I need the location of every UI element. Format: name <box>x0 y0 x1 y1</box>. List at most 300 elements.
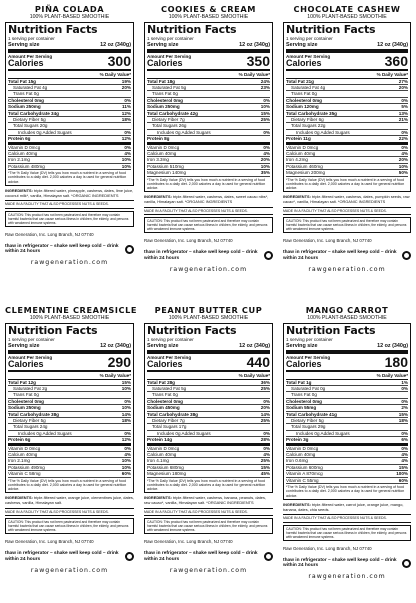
ingredients-label: INGREDIENTS: <box>283 501 311 507</box>
medium-divider <box>147 370 270 372</box>
nutrient-daily-value: 0% <box>263 129 270 135</box>
nutrient-daily-value: 11% <box>122 104 131 110</box>
nutrient-daily-value: 45% <box>260 471 270 477</box>
nutrient-daily-value: 0% <box>124 445 131 451</box>
nutrient-daily-value: 13% <box>398 110 408 116</box>
nutrient-label: Includes 0g Added Sugars <box>157 430 211 436</box>
nutrient-daily-value: 24% <box>260 78 270 84</box>
nutrient-daily-value: 20% <box>398 157 408 163</box>
nutrient-daily-value: 0% <box>401 129 408 135</box>
nutrient-daily-value: 0% <box>401 386 408 391</box>
daily-value-footnote: *The % Daily Value (DV) tells you how much a nutrient in a serving of food contributes to a daily diet. 2,000 calories a day is used for general nutrition advice. <box>147 177 266 191</box>
nutrient-row <box>147 136 270 144</box>
nutrient-label: Dietary Fiber 5g <box>13 418 46 424</box>
amount-per-serving-label: Amount Per Serving <box>286 54 331 59</box>
storage-instructions <box>283 558 411 570</box>
serving-size-value: 12 oz (340g) <box>239 342 270 349</box>
nutrient-label: Protein 6g <box>8 136 31 142</box>
nutrient-daily-value: 4% <box>401 151 408 157</box>
nutrient-daily-value: 5% <box>401 104 408 110</box>
serving-size-label: Serving size <box>147 41 179 48</box>
servings-per-container: 1 serving per container <box>147 337 194 342</box>
website-url: rawgeneration.com <box>169 265 248 273</box>
calories-value: 180 <box>384 354 408 370</box>
nutrition-facts-box <box>5 323 134 493</box>
product-label-panel <box>0 0 139 301</box>
nutrient-daily-value: 14% <box>260 411 270 417</box>
product-title: CHOCOLATE CASHEW <box>293 4 401 14</box>
calories-label: Calories <box>147 58 183 68</box>
nutrient-label: Potassium 600mg <box>286 464 323 470</box>
recycle-icon <box>125 245 134 254</box>
nutrient-label: Magnesium 140mg <box>147 170 187 176</box>
calories-row <box>8 54 131 68</box>
nutrient-daily-value: 0% <box>124 129 131 135</box>
nutrient-daily-value: 0% <box>401 445 408 451</box>
nutrition-facts-heading: Nutrition Facts <box>286 23 376 36</box>
nutrient-label: Vitamin D 0mcg <box>286 144 319 150</box>
daily-value-footnote: *The % Daily Value (DV) tells you how much a nutrient in a serving of food contributes to a daily diet. 2,000 calories a day is used for general nutrition advice. <box>147 478 266 492</box>
medium-divider <box>8 370 131 372</box>
medium-divider <box>286 370 408 372</box>
nutrient-daily-value: 10% <box>121 458 131 464</box>
nutrient-daily-value: 10% <box>121 163 131 169</box>
nutrient-daily-value: 15% <box>121 379 131 385</box>
nutrient-label: Potassium 490mg <box>8 464 45 470</box>
nutrient-daily-value: 4% <box>401 458 408 464</box>
calories-label: Calories <box>8 58 44 68</box>
nutrient-daily-value: 25% <box>260 117 270 123</box>
caution-box: CAUTION: This product has not been pasteurized and therefore may contain harmful bacteria that can cause serious illness in children, the elderly, and persons with weakened immune systems. <box>5 518 134 534</box>
nutrient-label: Calcium 40mg <box>147 452 177 458</box>
nutrient-row <box>8 164 131 170</box>
nutrient-daily-value: 4% <box>263 452 270 458</box>
nutrient-label: Vitamin D 0mcg <box>147 445 180 451</box>
website-url: rawgeneration.com <box>169 566 248 574</box>
nutrient-daily-value: 0% <box>124 398 131 404</box>
nutrient-label: Total Fat 1g <box>286 379 312 385</box>
nutrition-facts-heading: Nutrition Facts <box>286 324 376 337</box>
nutrition-facts-heading: Nutrition Facts <box>8 324 98 337</box>
product-subtitle: 100% PLANT-BASED SMOOTHIE <box>307 315 387 321</box>
ingredients-text: triple-filtered water, cashews, dates, sweet cacao nibs*, vanilla, Himalayan salt. *ORGANIC INGREDIENTS <box>144 194 269 205</box>
nutrient-label: Vitamin C 58mg <box>8 471 41 477</box>
ingredients-text: triple-filtered water, carrot juice, orange juice, mango, banana, dates, chia seeds. <box>283 501 404 512</box>
servings-per-container: 1 serving per container <box>286 337 333 342</box>
nutrient-label: Total Sugars 26g <box>152 123 187 129</box>
product-subtitle: 100% PLANT-BASED SMOOTHIE <box>307 14 387 20</box>
nutrient-daily-value: 4% <box>124 151 131 157</box>
nutrient-label: Cholesterol 0mg <box>8 398 44 404</box>
nutrient-daily-value: 6% <box>401 437 408 443</box>
daily-value-header: % Daily Value* <box>147 373 270 380</box>
nutrient-daily-value: 12% <box>121 437 131 443</box>
nutrient-daily-value: 10% <box>121 464 131 470</box>
product-subtitle: 100% PLANT-BASED SMOOTHIE <box>168 14 249 20</box>
ingredients-label: INGREDIENTS: <box>144 495 172 501</box>
recycle-icon <box>264 251 273 260</box>
nutrient-label: Saturated Fat 0g <box>291 386 326 391</box>
nutrient-label: Cholesterol 0mg <box>8 97 44 103</box>
ingredients <box>144 195 273 205</box>
allergen-statement: MADE IN A FACILITY THAT ALSO PROCESSES NUTS & SEEDS. <box>144 508 273 516</box>
servings-per-container: 1 serving per container <box>8 337 55 342</box>
nutrient-label: Trans Fat 0g <box>13 392 39 398</box>
nutrient-row <box>8 437 131 445</box>
daily-value-header: % Daily Value* <box>286 373 408 380</box>
amount-per-serving-label: Amount Per Serving <box>8 54 53 59</box>
nutrient-daily-value: 22% <box>398 136 408 142</box>
nutrient-row <box>147 471 270 477</box>
nutrition-facts-heading: Nutrition Facts <box>147 324 237 337</box>
nutrient-daily-value: 20% <box>260 157 270 163</box>
nutrient-label: Vitamin D 0mcg <box>147 144 180 150</box>
nutrient-row <box>147 170 270 176</box>
recycle-icon <box>402 559 411 568</box>
nutrient-label: Saturated Fat 4g <box>291 85 326 90</box>
nutrient-label: Protein 11g <box>286 136 311 142</box>
nutrient-label: Iron 2.1mg <box>8 157 30 163</box>
nutrient-daily-value: 25% <box>260 386 270 391</box>
storage-instructions <box>5 244 134 256</box>
nutrient-label: Total Carbohydrate 35g <box>286 110 337 116</box>
nutrition-facts-box <box>5 22 134 186</box>
nutrient-daily-value: 2% <box>401 405 408 411</box>
nutrient-daily-value: 14% <box>121 411 131 417</box>
nutrient-daily-value: 4% <box>401 452 408 458</box>
allergen-statement: MADE IN A FACILITY THAT ALSO PROCESSES NUTS & SEEDS. <box>144 207 273 215</box>
nutrient-label: Cholesterol 0mg <box>147 398 183 404</box>
nutrient-daily-value: 18% <box>121 418 131 424</box>
manufacturer-address: Raw Generation, Inc. Long Branch, NJ 07740 <box>144 238 233 244</box>
amount-per-serving-label: Amount Per Serving <box>147 54 192 59</box>
calories-value: 290 <box>107 354 131 370</box>
serving-size-value: 12 oz (340g) <box>377 342 408 349</box>
nutrient-daily-value: 20% <box>121 85 131 90</box>
nutrient-rows <box>147 380 270 478</box>
nutrient-label: Trans Fat 0g <box>291 91 317 97</box>
nutrient-label: Protein 14g <box>147 437 173 443</box>
nutrient-daily-value: 0% <box>124 430 131 436</box>
daily-value-footnote: *The % Daily Value (DV) tells you how much a nutrient in a serving of food contributes to a daily diet. 2,000 calories a day is used for general nutrition advice. <box>8 171 127 184</box>
calories-label: Calories <box>8 359 44 369</box>
nutrient-label: Protein 8g <box>147 136 170 142</box>
nutrient-daily-value: 21% <box>398 117 408 123</box>
serving-size-row <box>147 343 270 349</box>
nutrient-label: Total Fat 28g <box>147 379 175 385</box>
product-label-panel <box>278 301 416 603</box>
nutrition-facts-heading: Nutrition Facts <box>8 23 98 36</box>
nutrient-daily-value: 10% <box>121 157 131 163</box>
product-subtitle: 100% PLANT-BASED SMOOTHIE <box>168 315 249 321</box>
nutrient-label: Cholesterol 0mg <box>286 97 322 103</box>
nutrient-daily-value: 10% <box>260 104 270 110</box>
nutrient-label: Sodium 250mg <box>147 104 180 110</box>
nutrient-label: Dietary Fiber 6g <box>291 117 324 123</box>
ingredients <box>283 503 411 513</box>
daily-value-footnote: *The % Daily Value (DV) tells you how much a nutrient in a serving of food contributes to a daily diet. 2,000 calories a day is used for general nutrition advice. <box>286 485 405 498</box>
storage-text: thaw in refrigerator – shake well keep cold – drink within 24 hours <box>144 551 258 562</box>
nutrient-daily-value: 0% <box>124 97 131 103</box>
nutrient-label: Includes 0g Added Sugars <box>18 129 72 135</box>
nutrient-label: Total Sugars 20g <box>13 123 48 129</box>
nutrient-daily-value: 36% <box>260 379 270 385</box>
nutrient-daily-value: 20% <box>260 405 270 411</box>
nutrient-label: Total Fat 18g <box>147 78 175 84</box>
nutrient-label: Total Sugars 22g <box>291 123 326 129</box>
nutrient-label: Trans Fat 0g <box>152 91 178 97</box>
nutrient-daily-value: 10% <box>121 405 131 411</box>
nutrient-label: Total Fat 21g <box>286 78 314 84</box>
product-title: PEANUT BUTTER CUP <box>154 305 263 315</box>
nutrient-daily-value: 15% <box>260 464 270 470</box>
nutrient-label: Magnesium 200mg <box>286 170 326 176</box>
daily-value-header: % Daily Value* <box>8 373 131 380</box>
nutrient-label: Trans Fat 0g <box>152 392 178 398</box>
website-url: rawgeneration.com <box>30 259 109 267</box>
nutrient-label: Dietary Fiber 7g <box>152 117 185 123</box>
nutrient-label: Protein 6g <box>8 437 31 443</box>
caution-box: CAUTION: This product has not been pasteurized and therefore may contain harmful bacteria that can cause serious illness in children, the elderly, and persons with weakened immune systems. <box>283 217 411 233</box>
amount-per-serving-label: Amount Per Serving <box>286 355 331 360</box>
serving-size-row <box>286 343 408 349</box>
website-url: rawgeneration.com <box>308 573 386 581</box>
nutrient-label: Total Fat 15g <box>8 78 36 84</box>
serving-size-row <box>8 42 131 48</box>
daily-value-footnote: *The % Daily Value (DV) tells you how much a nutrient in a serving of food contributes to a daily diet. 2,000 calories a day is used for general nutrition advice. <box>286 177 405 191</box>
serving-size-value: 12 oz (340g) <box>100 41 131 48</box>
calories-row <box>286 54 408 68</box>
serving-size-value: 12 oz (340g) <box>100 342 131 349</box>
nutrient-label: Potassium 480mg <box>8 163 45 169</box>
caution-box: CAUTION: This product has not been pasteurized and therefore may contain harmful bacteria that can cause serious illness in children, the elderly, and persons with weakened immune systems. <box>283 525 411 541</box>
storage-text: thaw in refrigerator – shake well keep cold – drink within 24 hours <box>5 243 119 255</box>
nutrient-label: Magnesium 180mg <box>147 471 187 477</box>
serving-size-row <box>8 343 131 349</box>
nutrient-label: Trans Fat 0g <box>291 392 317 398</box>
recycle-icon <box>264 552 273 561</box>
nutrient-label: Saturated Fat 5g <box>152 386 187 391</box>
nutrient-label: Iron 3.3mg <box>147 157 169 163</box>
ingredients-label: INGREDIENTS: <box>5 187 33 193</box>
nutrient-label: Potassium 510mg <box>147 163 184 169</box>
product-title: PIÑA COLADA <box>34 4 105 14</box>
calories-label: Calories <box>147 359 183 369</box>
serving-size-row <box>286 42 408 48</box>
medium-divider <box>8 69 131 71</box>
nutrient-label: Vitamin D 0mcg <box>8 144 41 150</box>
nutrient-label: Total Sugars 17g <box>152 424 187 430</box>
nutrient-daily-value: 0% <box>263 97 270 103</box>
calories-row <box>147 54 270 68</box>
nutrient-label: Protein 3g <box>286 437 309 443</box>
nutrient-daily-value: 0% <box>124 144 131 150</box>
ingredients-label: INGREDIENTS: <box>283 194 311 200</box>
nutrient-row <box>286 437 408 445</box>
nutrient-daily-value: 0% <box>401 97 408 103</box>
ingredients-text: triple-filtered water, pineapple, cashews, dates, lime juice, coconut milk*, vanilla, Himalayan salt. *ORGANIC INGREDIENTS <box>5 187 134 198</box>
nutrient-label: Total Carbohydrate 42g <box>147 110 198 116</box>
nutrient-label: Trans Fat 0g <box>13 91 39 97</box>
calories-value: 360 <box>384 53 408 69</box>
nutrient-daily-value: 100% <box>396 471 408 477</box>
nutrient-label: Vitamin C 55mg <box>286 477 319 483</box>
nutrient-daily-value: 10% <box>398 163 408 169</box>
medium-divider <box>147 69 270 71</box>
nutrient-row <box>286 136 408 144</box>
nutrient-daily-value: 28% <box>260 437 270 443</box>
ingredients-label: INGREDIENTS: <box>5 495 33 501</box>
nutrient-label: Total Sugars 24g <box>13 424 48 430</box>
nutrient-label: Saturated Fat 5g <box>152 85 187 90</box>
allergen-statement: MADE IN A FACILITY THAT ALSO PROCESSES NUTS & SEEDS. <box>5 508 134 516</box>
calories-row <box>8 355 131 369</box>
ingredients <box>283 195 411 205</box>
nutrient-label: Sodium 55mg <box>286 405 317 411</box>
ingredients <box>144 496 273 506</box>
nutrient-label: Vitamin D 0mcg <box>286 445 319 451</box>
nutrient-daily-value: 10% <box>260 163 270 169</box>
storage-instructions <box>283 250 411 262</box>
daily-value-header: % Daily Value* <box>8 72 131 79</box>
calories-value: 300 <box>107 53 131 69</box>
manufacturer-address: Raw Generation, Inc. Long Branch, NJ 07740 <box>144 539 233 545</box>
manufacturer-address: Raw Generation, Inc. Long Branch, NJ 07740 <box>5 539 94 545</box>
nutrient-daily-value: 0% <box>401 430 408 436</box>
amount-per-serving-label: Amount Per Serving <box>8 355 53 360</box>
manufacturer-address: Raw Generation, Inc. Long Branch, NJ 07740 <box>5 231 94 237</box>
nutrient-daily-value: 12% <box>121 110 131 116</box>
calories-value: 440 <box>246 354 270 370</box>
product-subtitle: 100% PLANT-BASED SMOOTHIE <box>29 315 110 321</box>
caution-box: CAUTION: This product has not been pasteurized and therefore may contain harmful bacteria that can cause serious illness in children, the elderly, and persons with weakened immune systems. <box>5 211 134 227</box>
nutrient-daily-value: 60% <box>398 477 408 483</box>
nutrient-daily-value: 27% <box>398 78 408 84</box>
nutrient-label: Total Carbohydrate 38g <box>147 411 198 417</box>
nutrition-facts-box <box>144 22 273 192</box>
nutrient-label: Saturated Fat 2g <box>13 386 48 391</box>
nutrient-daily-value: 10% <box>121 386 131 391</box>
storage-text: thaw in refrigerator – shake well keep cold – drink within 24 hours <box>283 250 397 261</box>
nutrient-label: Iron 4.1mg <box>147 458 169 464</box>
nutrient-label: Vitamin D 0mcg <box>8 445 41 451</box>
nutrient-rows <box>286 79 408 177</box>
nutrient-label: Iron 0.6mg <box>286 458 308 464</box>
nutrient-label: Includes 0g Added Sugars <box>296 430 350 436</box>
serving-size-value: 12 oz (340g) <box>377 41 408 48</box>
nutrient-daily-value: 0% <box>263 398 270 404</box>
nutrient-rows <box>286 380 408 485</box>
nutrient-daily-value: 4% <box>124 452 131 458</box>
nutrient-label: Includes 0g Added Sugars <box>18 430 72 436</box>
servings-per-container: 1 serving per container <box>147 36 194 41</box>
nutrient-daily-value: 35% <box>260 170 270 176</box>
product-title: COOKIES & CREAM <box>160 4 257 14</box>
ingredients-label: INGREDIENTS: <box>144 194 172 200</box>
nutrient-label: Includes 0g Added Sugars <box>296 129 350 135</box>
nutrient-label: Calcium 40mg <box>147 151 177 157</box>
calories-row <box>286 355 408 369</box>
nutrient-label: Dietary Fiber 7g <box>152 418 185 424</box>
storage-instructions <box>144 551 273 563</box>
manufacturer-address: Raw Generation, Inc. Long Branch, NJ 07740 <box>283 545 372 551</box>
product-label-panel <box>278 0 416 301</box>
calories-label: Calories <box>286 58 322 68</box>
storage-text: thaw in refrigerator – shake well keep cold – drink within 24 hours <box>5 551 119 562</box>
nutrient-rows <box>8 79 131 171</box>
daily-value-footnote: *The % Daily Value (DV) tells you how much a nutrient in a serving of food contributes to a daily diet. 2,000 calories a day is used for general nutrition advice. <box>8 478 127 492</box>
nutrient-daily-value: 4% <box>263 151 270 157</box>
serving-size-label: Serving size <box>286 342 318 349</box>
recycle-icon <box>125 552 134 561</box>
nutrition-facts-box <box>283 323 411 500</box>
storage-text: thaw in refrigerator – shake well keep cold – drink within 24 hours <box>144 250 258 261</box>
nutrient-daily-value: 15% <box>398 464 408 470</box>
nutrient-row <box>8 136 131 144</box>
nutrient-label: Calcium 40mg <box>8 151 38 157</box>
nutrient-daily-value: 1% <box>401 379 408 385</box>
allergen-statement: MADE IN A FACILITY THAT ALSO PROCESSES NUTS & SEEDS. <box>283 514 411 522</box>
serving-size-row <box>147 42 270 48</box>
nutrient-label: Saturated Fat 4g <box>13 85 48 90</box>
serving-size-label: Serving size <box>8 342 40 349</box>
nutrient-daily-value: 12% <box>121 136 131 142</box>
nutrition-facts-box <box>144 323 273 493</box>
storage-instructions <box>144 250 273 262</box>
nutrient-daily-value: 20% <box>398 85 408 90</box>
nutrient-daily-value: 18% <box>398 418 408 424</box>
calories-value: 350 <box>246 53 270 69</box>
servings-per-container: 1 serving per container <box>8 36 55 41</box>
nutrient-label: Sodium 120mg <box>286 104 319 110</box>
nutrient-daily-value: 60% <box>121 471 131 477</box>
website-url: rawgeneration.com <box>308 265 386 273</box>
nutrient-daily-value: 0% <box>263 445 270 451</box>
caution-box: CAUTION: This product has not been pasteurized and therefore may contain harmful bacteria that can cause serious illness in children, the elderly, and persons with weakened immune systems. <box>144 217 273 233</box>
nutrient-label: Calcium 40mg <box>286 151 316 157</box>
nutrient-daily-value: 0% <box>263 430 270 436</box>
calories-row <box>147 355 270 369</box>
nutrient-label: Iron 4.2mg <box>286 157 308 163</box>
nutrient-label: Iron 2.1mg <box>8 458 30 464</box>
nutrient-label: Cholesterol 0mg <box>286 398 322 404</box>
product-subtitle: 100% PLANT-BASED SMOOTHIE <box>29 14 110 20</box>
medium-divider <box>286 69 408 71</box>
nutrient-label: Calcium 40mg <box>286 452 316 458</box>
nutrient-label: Sodium 450mg <box>147 405 180 411</box>
serving-size-label: Serving size <box>286 41 318 48</box>
nutrient-rows <box>8 380 131 478</box>
nutrient-row <box>286 478 408 484</box>
nutrient-daily-value: 19% <box>121 78 131 84</box>
nutrient-label: Dietary Fiber 5g <box>291 418 324 424</box>
allergen-statement: MADE IN A FACILITY THAT ALSO PROCESSES NUTS & SEEDS. <box>5 200 134 208</box>
daily-value-header: % Daily Value* <box>286 72 408 79</box>
product-title: MANGO CARROT <box>305 305 389 315</box>
product-label-panel <box>0 301 139 603</box>
nutrient-label: Vitamin A 870mcg <box>286 471 323 477</box>
nutrient-label: Includes 0g Added Sugars <box>157 129 211 135</box>
ingredients-text: triple-filtered water, orange juice, clementines juice, dates, cashews, vanilla, Himalayan salt. <box>5 495 134 506</box>
nutrient-label: Sodium 250mg <box>8 405 41 411</box>
nutrient-row <box>147 437 270 445</box>
nutrient-label: Cholesterol 0mg <box>147 97 183 103</box>
nutrient-daily-value: 25% <box>260 418 270 424</box>
nutrient-daily-value: 0% <box>401 144 408 150</box>
ingredients <box>5 189 134 199</box>
ingredients-text: triple-filtered water, cashews, dates, pumpkin seeds, raw cacao*, vanilla, Himalayan salt. *ORGANIC INGREDIENTS <box>283 194 410 205</box>
storage-text: thaw in refrigerator – shake well keep cold – drink within 24 hours <box>283 557 397 569</box>
